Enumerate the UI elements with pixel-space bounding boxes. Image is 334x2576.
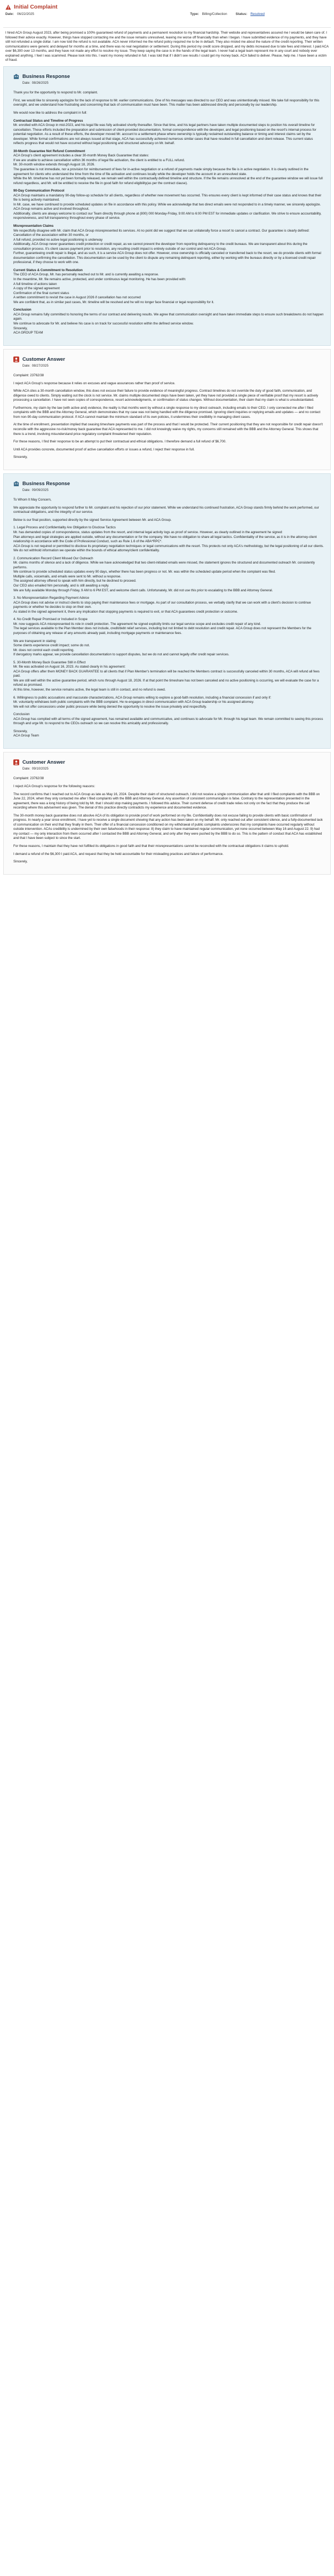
response-paragraph: Sincerely, ACA Group Team — [13, 729, 39, 738]
complaint-text: I hired ACA Group August 2023, after being promised a 100% guaranteed refund of payments and a permanent resolution to my financial hardship. Their website and representatives assured me I would be taken care of. I followed their advice exactly. However, things have stopped contacting me and the issue remains unresolved, leaving me worse off financially than when I began. I have submitted evidence of my payments, and they have still not refunded a single dollar. I am now told the refund is not available. ACA never informed me the refund policy required me to be in default. They also misled me about the nature of the credit reporting. Their written communications were generic and delayed for months at a time, and there was no real negotiation or settlement. During this period my credit score dropped, and my debts increased due to late fees and interest. I paid ACA over $6,300 over 13 months, and they have not made any effort to resolve my issue. They keep saying the case is in the hands of the legal team. I never had a legal team represent me in any court and nobody ever explained anything. I feel I was scammed. Please look into this. I want my money refunded in full. I was told that if I didn't see results I could get my money back. ACA failed to deliver. Please, help me. I have been a victim of fraud. — [5, 31, 330, 62]
response-paragraph: Conclusion ACA Group has complied with all terms of the signed agreement, has remained available and communicative, and continues to advocate for Mr. through his legal team. We remain committed to seeing this process through and urge Mr. to respond to the CEOs outreach so we can resolve this amicably and professionally. — [13, 712, 323, 726]
section-heading: Misrepresentation Claims — [13, 224, 54, 228]
response-date: 09/09/2025 — [31, 488, 49, 492]
response-paragraph: 3. No Misrepresentation Regarding Payment Advice ACA Group does not advise or instruct clients to stop paying their maintenance fees or mortgage. As part of our consultation process, we verbally clarify that we can work with a client's decision to continue payments or whether he decides to stop on their own. As stated in the signed agreement it, there any implication that stopping payments is required to exit, or that ACA guarantees credit protection or outcome. — [13, 596, 311, 614]
response-paragraph: We are transparent in stating: Some clients experience credit impact; some do not. Mr. does not control each credit reporting. If derogatory marks appear, we provide cancellation documentation to support disputes, but we do not and cannot legally offer credit repair services. — [13, 639, 229, 657]
warning-icon — [5, 4, 11, 10]
business-response-2 — [3, 473, 331, 749]
response-date: 09/10/2025 — [31, 766, 49, 771]
response-paragraph: 4. No Credit Repair Promised or Included in Scope Mr. now suggests ACA misrepresented its role in credit protection. The agreement he signed explicitly limits our legal service scope and excludes credit repair of any kind. The legal services available to the Plan Member does not include, credit/debt relief services, including but not limited to debt resolution and credit repair. ACA Group does not represent the Members for the purposes of obtaining any release of any amounts already paid, including mortgage payments or maintenance fees. — [13, 617, 312, 635]
response-paragraph: For these reasons, I maintain that they have not fulfilled its obligations in good faith and that their misrepresentations cannot be reconciled with the contractual obligations it claims to uphold. — [13, 844, 289, 848]
response-date-label: Date: — [22, 488, 30, 492]
section-text: We respectfully disagree with Mr. claim that ACA Group misrepresented its services. At no point did we suggest that we can unilaterally force a resort to cancel a contract. Our guarantee is clearly defined: Cancellation of the association within 30 months, or A full refund, provided no active legal positioning is underway Additionally, ACA Group never guarantees credit protection or credit repair, as we cannot prevent the developer from reporting delinquency to the credit bureaus. We are transparent about this during the consultation process. It's client causes payment prior to resolution, any resulting credit impact is entirely outside of our control and not ACA Group. Further, guaranteeing credit repair is illegal, and as such, it is a service ACA Group does not offer. However, once ownership is officially canceled or transferred back to the resort, we do provide clients with formal documentation confirming the cancellation. This documentation can be used by the client to dispute any remaining delinquent reporting, either by working with the bureaus directly or by a licensed credit repair professional, if they choose to work with one. — [13, 228, 321, 265]
status-label: Status: — [235, 12, 248, 17]
complaint-type: Billing/Collection — [202, 12, 227, 17]
customer-answer-2 — [3, 752, 331, 875]
status-badge[interactable]: Resolved — [250, 12, 265, 17]
response-date-label: Date: — [22, 81, 30, 85]
response-paragraph: First, we would like to sincerely apologize for the lack of response to Mr. earlier communications. One of his messages was directed to our CEO and was unintentionally missed. We take full responsibility for this oversight, and we understand how frustrating and concerning that lack of communication must have been. This matter has been addressed directly and personally by our leadership. — [13, 98, 321, 107]
complaint-date: 06/22/2025 — [17, 12, 34, 17]
response-paragraph: While ACA cites a 30-month cancellation window, this does not excuse their failure to provide evidence of meaningful progress. Contract timelines do not override the duty of good faith, communication, and diligence owed to clients. Simply waiting out the clock is not service. Mr. claims multiple documented steps have been taken, yet they have not provided a single piece of verifiable proof that my resort is actively processing a cancellation. I have not seen copies of correspondence, resort acknowledgments, or confirmation of status changes. Without documentation, their claim that my claim is what is unsubstantiated. — [13, 389, 319, 402]
response-paragraph: The 30-month money back guarantee does not absolve ACA of its obligation to provide proof of work performed on my file. Confidentiality does not excuse failing to provide clients with basic confirmation of progress. In nearly a year since enrollment, I have yet to receive a single document showing that any action has been taken on my behalf. Mr. only reached out after consistent silence, and a fully-documented lack of communication on their end that they finally in them. Their offer of a financial concession conditioned on my withdrawal of public complaints underscores that my complaints have occurred regularly without outside intervention. ACAs credibility is undermined by their own falsehoods in their response: 8) they claim to have maintained regular communication, yet none occurred between May 16 and August 22. 9) had my contact — my only interaction from them occurred after I contacted the BBB and Attorney General, and only after they were pushed by the BBB to do so. This is the pattern of conduct that ACA has established and that I have been subject to since the start. — [13, 813, 324, 841]
response-title: Customer Answer — [22, 758, 65, 765]
response-paragraph: We appreciate the opportunity to respond further to Mr. complaint and his rejection of our prior statement. While we understand his continued frustration, ACA Group stands firmly behind the work performed, our contractual obligations, and the integrity of our service. — [13, 505, 320, 514]
type-label: Type: — [190, 12, 199, 17]
response-paragraph: 5. 30-Month Money Back Guarantee Still in Effect Mr. file was activated on August 16, 2023. As stated clearly in his agreement: ACA Group offers after them MONEY BACK GUARANTEE to all clients that if Plan Member's termination will be reached the Members contract is successfully canceled within 30 months, ACA will refund all fees paid. We are still well within the active guarantee period, which runs through August 18, 2026. If at that point the timeshare has not been canceled and no active positioning is occurring, we will evaluate the case for a refund as promised. At this time, however, the service remains active, the legal team is still in contact, and no refund is owed. — [13, 660, 320, 692]
response-paragraph: 2. Communication Record Client Missed Our Outreach Mr. claims months of silence and a lack of diligence. While we have acknowledged that two client-initiated emails were missed, the statement ignores the structured and documented outreach Mr. consistently performs. We continue to provide scheduled status updates every 90 days, whether there has been progress or not. Mr. was within the scheduled update period when the complaint was filed. Multiple calls, voicemails, and emails were sent to Mr. without a response. The assigned attorney offered to speak with him directly, but he declined to proceed. Our CEO also emailed him personally, and is still awaiting a reply. We are fully available Monday through Friday, 9 AM to 6 PM EST, and welcome client calls. Unfortunately, Mr. did not use this prior to escalating to the BBB and Attorney General. — [13, 556, 315, 592]
section-heading: 90-Day Communication Protocol — [13, 189, 65, 193]
complaint-body — [3, 31, 331, 63]
response-paragraph: I reject ACA Group's response because it relies on excuses and vague assurances rather than proof of service. — [13, 381, 176, 385]
section-text: The CEO of ACA Group, Mr. has personally reached out to Mr. and is currently awaiting a response. In the meantime, Mr. file remains active, protected, and under continuous legal monitoring. He has been provided with: A full timeline of actions taken A copy of the signed agreement Confirmation of the final current status A written commitment to revisit the case in August 2026 if cancellation has not occurred We are confident that, as in similar past cases, Mr. timeline will be resolved and he will no longer face financial or legal responsibility for it. — [13, 273, 214, 304]
response-paragraph: Until ACA provides concrete, documented proof of active cancellation efforts or issues a refund, I reject their response in full. — [13, 447, 195, 451]
response-date-label: Date: — [22, 363, 30, 368]
response-date-label: Date: — [22, 766, 30, 771]
business-icon — [13, 481, 19, 487]
response-paragraph: To Whom It May Concern, — [13, 498, 52, 502]
customer-icon — [13, 759, 19, 765]
response-paragraph: Complaint: 23762/38 — [13, 374, 44, 378]
business-response-1 — [3, 66, 331, 346]
response-paragraph: Furthermore, my claim by the law (with active and) evidence, the reality is that months went by without a single response to my direct outreach, including emails to their CEO. I only connected me after I filed complaints with the BBB and the Attorney General, which demonstrates that my case was not being handled with the diligence promised. Ignoring client inquiries or replying emails and updates — and no contact from non-90-day communication protocol. If ACA cannot maintain the minimum standard of its own policies, it undermines their credibility in managing client cases. — [13, 406, 322, 419]
signature: Sincerely, — [13, 860, 28, 864]
response-date: 08/27/2025 — [31, 363, 49, 368]
section-heading: Conclusion — [13, 308, 31, 312]
response-paragraph: At the time of enrollment, presentation implied that ceasing timeshare payments was part of the process and that I would be protected. Their current positioning that they are not responsible for credit repair doesn't reconcile with the aggressive no-risk/money back guarantee that ACA represented to me. I did not knowingly waive my rights, my concerns still remained with the BBB and the Attorney General. This shows that there is a trend, involving misunderstand price regulatory complaint threatened their reputation. — [13, 423, 324, 436]
response-paragraph: We would now like to address the complaint in full: — [13, 110, 88, 115]
response-paragraph: Below is our final position, supported directly by the signed Service Agreement between Mr. and ACA Group. — [13, 518, 172, 522]
customer-answer-1 — [3, 349, 331, 470]
response-date: 08/26/2025 — [31, 81, 49, 85]
response-title: Business Response — [22, 480, 70, 486]
response-paragraph: For these reasons, I find their response to be an attempt to put their contractual and ethical obligations. I therefore demand a full refund of $6,700. — [13, 440, 226, 444]
response-paragraph: The record confirms that I reached out to ACA Group as late as May 16, 2024. Despite their claim of structured outreach, I did not receive a single communication after that until I filed complaints with the BBB on June 22, 2024, when they only contacted me after I filed complaints with the BBB and Attorney General. Any assertion of consistent communication is false. Contrary to the representation presented in the agreement, there was a long history of being told by Mr. that I should stop making payments. I followed this advice. Their current defense of credit trade relies not only on the fact that they produce the call recording where this advisement was given. The denial of this practice directly contradicts my experience and documented evidence. — [13, 792, 321, 810]
section-heading: 30-Month Guarantee Not Refund Commitment — [13, 149, 85, 153]
response-paragraph: 6. Willingness to public accusations and inaccurate characterizations, ACA Group remains willing to explore a good-faith resolution, including a financial concession if and only if: Mr. voluntarily withdraws both public complaints with the BBB complaint. He re-engages in direct communication with ACA Group leadership or his assigned attorney. We will not offer concessions under public pressure while being denied the opportunity to resolve the issue privately and respectfully. — [13, 695, 272, 709]
business-icon — [13, 74, 19, 80]
customer-icon — [13, 356, 19, 362]
response-paragraph: Complaint: 23762/38 — [13, 776, 44, 781]
section-text: ACA Group maintains a mandatory 90-day follow-up schedule for all clients, regardless of whether new movement has occurred. This ensures every client is kept informed of their case status and knows that their file is being actively maintained. In Mr. case, we have continued to provide scheduled updates on file in accordance with this policy. While we acknowledge that two direct emails were not responded to in a timely manner, we sincerely apologize. ACA Group remains active and involved throughout. Additionally, clients are always welcome to contact our Team directly through phone at (800) 000 Monday-Friday, 9:00 AM to 6:00 PM EST for immediate updates or clarification. We strive to ensure accountability, responsiveness, and full transparency throughout every phase of service. — [13, 193, 322, 220]
response-title: Customer Answer — [22, 355, 65, 362]
section-heading: Contractual Status and Timeline of Progress — [13, 118, 83, 123]
complaint-header — [3, 0, 331, 28]
section-text: ACA Group remains fully committed to honoring the terms of our contract and delivering results. We agree that communication oversight and have taken immediate steps to ensure such breakdowns do not happen again. We continue to advocate for Mr. and believe his case is on track for successful resolution within the defined service window. Sincerely, ACA GROUP TEAM — [13, 312, 324, 335]
signature: Sincerely, — [13, 455, 28, 459]
response-paragraph: I demand a refund of the $6,300 I paid ACA, and request that they be held accountable for their misleading practices and failure of performance. — [13, 852, 224, 856]
section-text: ACA Group's client agreement includes a clear 30-month Money Back Guarantee that states: If we are unable to achieve cancellation within 36 months of legal file activation, the client is entitled to a FULL refund. Mr. 30-month window extends through August 18, 2026. The guarantee is not immediate, nor a provision for reimbursement of fees for in-active negotiation or a refund of payments made simply because the file is in active negotiation. It is clearly outlined in the agreement for clients who understand the time from the time of file activation and continues locally while the developer holds the account in an unresolved state. While the Mr. timeframe has not yet been formally released, we remain well within the contractually defined timeline and structure. If the file remains unresolved at the end of the guarantee window we will issue full refund regardless, and Mr. will be entitled to receive the file in good faith for refund eligibility(as per the contract clause). — [13, 154, 323, 185]
response-title: Business Response — [22, 73, 70, 79]
response-paragraph: 1. Legal Process and Confidentiality Are Obligation to Disclose Tactics Mr. has demanded copies of correspondence, status updates from the resort, and internal legal activity logs as proof of service. However, as clearly outlined in the agreement he signed: Plan attorneys and legal strategies are applied outside, without any documentation or for the company. We have no obligation to share all legal tactics. Confidentiality of the service, as it is in the attorney-client relationship in accordance with the Code of Professional Conduct, such as Rule 1.6 of the ABA*RPC*. ACA Group is not required or permitted to disclose its proprietary negotiation techniques or legal communications with the resort. This protects not only ACA's methodology, but the legal positioning of all our clients. We do not withhold information we operate within the bounds of ethical attorney/client confidentiality. — [13, 526, 324, 553]
date-label: Date: — [5, 12, 14, 17]
section-heading: Current Status & Commitment to Resolution — [13, 268, 83, 272]
complaint-title: Initial Complaint — [14, 4, 58, 10]
section-text: Mr. enrolled with ACA Group in mid-2023, and his legal file was fully activated shortly thereafter. Since that time, and his legal partners have taken multiple documented steps to position his overall timeline for cancellation. These efforts included the preparation and submission of client-provided documentation, formal correspondence with the developer, and legal positioning based on the resort's internal process for potential negotiation. As a result of these efforts, the developer moved Mr. account to a settlement phase where ownership is typically reclaimed outstanding balance or timing and interest claims set by the developer. While formal confirmations are not always issued at that stage, ACA has successfully achieved numerous similar cases that have resulted in full cancellation and client release. This current status reflects progress that would not have occurred without legal positioning and structured advocacy on Mr. behalf. — [13, 123, 317, 146]
response-paragraph: Thank you for the opportunity to respond to Mr. complaint. — [13, 91, 98, 95]
response-paragraph: I reject ACA Group's response for the following reasons: — [13, 784, 96, 788]
